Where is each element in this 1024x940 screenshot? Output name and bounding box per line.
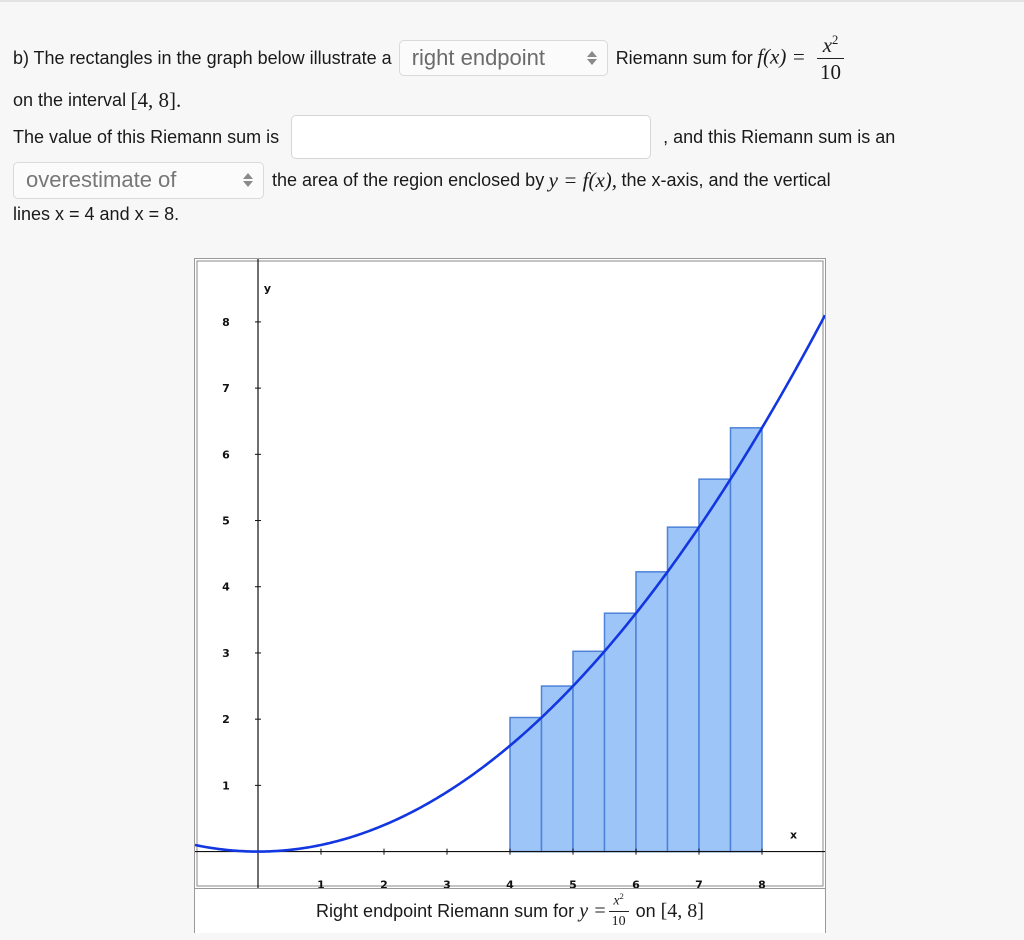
y-tick-label-3: 3 bbox=[222, 646, 230, 660]
caption-interval: [4, 8] bbox=[660, 899, 704, 922]
question-text-2: Riemann sum for bbox=[615, 47, 753, 68]
function-numerator: x bbox=[822, 32, 833, 57]
x-tick-label-4: 4 bbox=[506, 878, 514, 888]
riemann-rect-6 bbox=[668, 527, 700, 851]
function-fraction bbox=[817, 34, 844, 83]
function-denominator: 10 bbox=[817, 58, 844, 83]
caption-fraction bbox=[609, 893, 629, 929]
caption-exponent: 2 bbox=[619, 892, 624, 902]
part-label: b) bbox=[13, 47, 30, 68]
select-arrows-icon bbox=[587, 51, 597, 65]
y-axis-label: y bbox=[263, 282, 272, 296]
sum-prompt-after: , and this Riemann sum is an bbox=[663, 126, 896, 147]
y-tick-label-8: 8 bbox=[222, 315, 230, 329]
y-tick-label-4: 4 bbox=[222, 580, 230, 594]
sum-prompt: The value of this Riemann sum is bbox=[13, 126, 280, 147]
x-tick-label-7: 7 bbox=[695, 878, 703, 888]
x-axis-label: x bbox=[789, 828, 798, 842]
interval-value: [4, 8] bbox=[130, 87, 177, 112]
estimate-select[interactable] bbox=[13, 162, 264, 199]
x-tick-label-2: 2 bbox=[380, 878, 388, 888]
region-math: y = f(x), bbox=[548, 167, 618, 192]
riemann-rect-7 bbox=[699, 479, 731, 851]
riemann-sum-chart bbox=[195, 259, 825, 888]
riemann-rect-1 bbox=[510, 718, 542, 852]
x-tick-label-1: 1 bbox=[317, 878, 325, 888]
interval-prefix: on the interval bbox=[13, 89, 127, 110]
y-tick-label-2: 2 bbox=[222, 713, 230, 727]
x-tick-label-5: 5 bbox=[569, 878, 577, 888]
caption-numerator: x bbox=[613, 893, 620, 909]
estimate-select-value: overestimate of bbox=[26, 167, 177, 192]
caption-text: Right endpoint Riemann sum for bbox=[316, 900, 575, 921]
method-select[interactable] bbox=[399, 40, 608, 76]
caption-y: y = bbox=[579, 899, 607, 922]
caption-denominator: 10 bbox=[609, 911, 629, 929]
method-select-value: right endpoint bbox=[411, 45, 546, 70]
riemann-rect-8 bbox=[731, 428, 763, 852]
interval-period: . bbox=[176, 87, 182, 112]
question-line-4 bbox=[13, 160, 831, 200]
riemann-sum-answer-input[interactable] bbox=[291, 115, 651, 159]
y-tick-label-1: 1 bbox=[222, 779, 230, 793]
top-divider bbox=[0, 0, 1024, 2]
y-tick-label-5: 5 bbox=[222, 514, 230, 528]
riemann-rect-2 bbox=[542, 686, 574, 852]
region-text-after: the x-axis, and the vertical bbox=[621, 169, 831, 190]
vertical-lines-text: lines x = 4 and x = 8. bbox=[13, 203, 180, 224]
question-line-5 bbox=[13, 200, 179, 228]
riemann-rect-5 bbox=[636, 572, 668, 852]
function-definition bbox=[757, 34, 844, 83]
question-line-2 bbox=[13, 86, 181, 114]
question-line-3 bbox=[13, 114, 895, 160]
graph-panel bbox=[194, 258, 826, 933]
question-line-1 bbox=[13, 32, 844, 84]
y-tick-label-7: 7 bbox=[222, 382, 230, 396]
riemann-rect-4 bbox=[605, 613, 637, 851]
function-exponent: 2 bbox=[832, 32, 839, 47]
x-tick-label-6: 6 bbox=[632, 878, 640, 888]
y-tick-label-6: 6 bbox=[222, 448, 230, 462]
region-text: the area of the region enclosed by bbox=[272, 169, 545, 190]
caption-on: on bbox=[635, 900, 656, 921]
graph-caption bbox=[195, 888, 825, 933]
function-lhs: f(x) = bbox=[757, 43, 806, 68]
select-arrows-icon bbox=[243, 173, 253, 187]
x-tick-label-8: 8 bbox=[758, 878, 766, 888]
x-tick-label-3: 3 bbox=[443, 878, 451, 888]
question-text-1: The rectangles in the graph below illustrate a bbox=[33, 47, 392, 68]
